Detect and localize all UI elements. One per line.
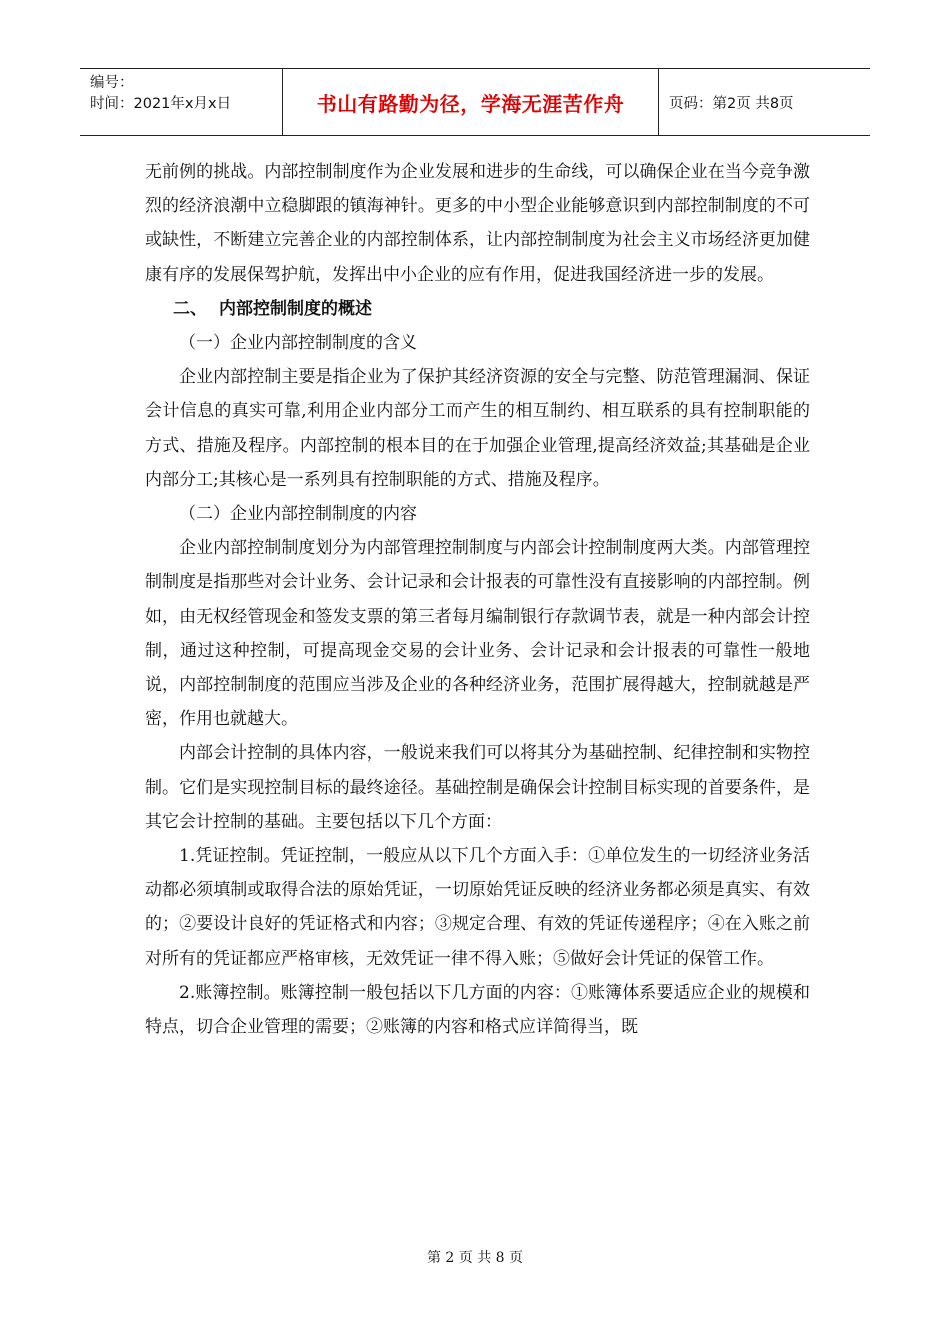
subsection-heading-2: （二）企业内部控制制度的内容 [179, 504, 417, 525]
document-body [145, 155, 810, 1044]
paragraph-definition: 企业内部控制主要是指企业为了保护其经济资源的安全与完整、防范管理漏洞、保证会计信息的真实可靠,利用企业内部分工而产生的相互制约、相互联系的具有控制职能的方式、措施及程序。内部控制的根本目的在于加强企业管理,提高经济效益;其基础是企业内部分工;其核心是一系列具有控制职能的方式、措施及程序。 [145, 367, 810, 490]
section-heading [145, 292, 810, 326]
header-meta [80, 69, 283, 135]
header-page-info: 页码：第2页 共8页 [669, 95, 794, 112]
paragraph-content: 企业内部控制制度划分为内部管理控制制度与内部会计控制制度两大类。内部管理控制制度是指那些对会计业务、会计记录和会计报表的可靠性没有直接影响的内部控制。例如，由无权经管现金和签发支票的第三者每月编制银行存款调节表，就是一种内部会计控制，通过这种控制，可提高现金交易的会计业务、会计记录和会计报表的可靠性一般地说，内部控制制度的范围应当涉及企业的各种经济业务，范围扩展得越大，控制就越是严密，作用也就越大。 [145, 538, 810, 730]
paragraph-accounting-control: 内部会计控制的具体内容，一般说来我们可以将其分为基础控制、纪律控制和实物控制。它们是实现控制目标的最终途径。基础控制是确保会计控制目标实现的首要条件，是其它会计控制的基础。主要包括以下几个方面： [145, 743, 810, 832]
section-heading-number: 二、 [173, 298, 207, 319]
document-number-label: 编号： [90, 75, 134, 91]
document-date-label: 时间：2021年x月x日 [90, 96, 232, 112]
header-motto: 书山有路勤为径，学海无涯苦作舟 [283, 69, 659, 135]
paragraph-ledger-control: 2.账簿控制。账簿控制一般包括以下几方面的内容：①账簿体系要适应企业的规模和特点，切合企业管理的需要；②账簿的内容和格式应详简得当，既 [145, 982, 810, 1038]
subsection-heading-1: （一）企业内部控制制度的含义 [179, 333, 417, 354]
page-footer: 第 2 页 共 8 页 [426, 1250, 524, 1266]
paragraph-voucher-control: 1.凭证控制。凭证控制，一般应从以下几个方面入手：①单位发生的一切经济业务活动都必须填制或取得合法的原始凭证，一切原始凭证反映的经济业务都必须是真实、有效的；②要设计良好的凭证格式和内容；③规定合理、有效的凭证传递程序；④在入账之前对所有的凭证都应严格审核，无效凭证一律不得入账；⑤做好会计凭证的保管工作。 [145, 846, 810, 969]
page-header [80, 68, 870, 136]
section-heading-text: 内部控制制度的概述 [219, 298, 372, 319]
paragraph-continuation: 无前例的挑战。内部控制制度作为企业发展和进步的生命线，可以确保企业在当今竞争激烈的经济浪潮中立稳脚跟的镇海神针。更多的中小型企业能够意识到内部控制制度的不可或缺性，不断建立完善企业的内部控制体系，让内部控制制度为社会主义市场经济更加健康有序的发展保驾护航，发挥出中小企业的应有作用，促进我国经济进一步的发展。 [145, 162, 810, 285]
